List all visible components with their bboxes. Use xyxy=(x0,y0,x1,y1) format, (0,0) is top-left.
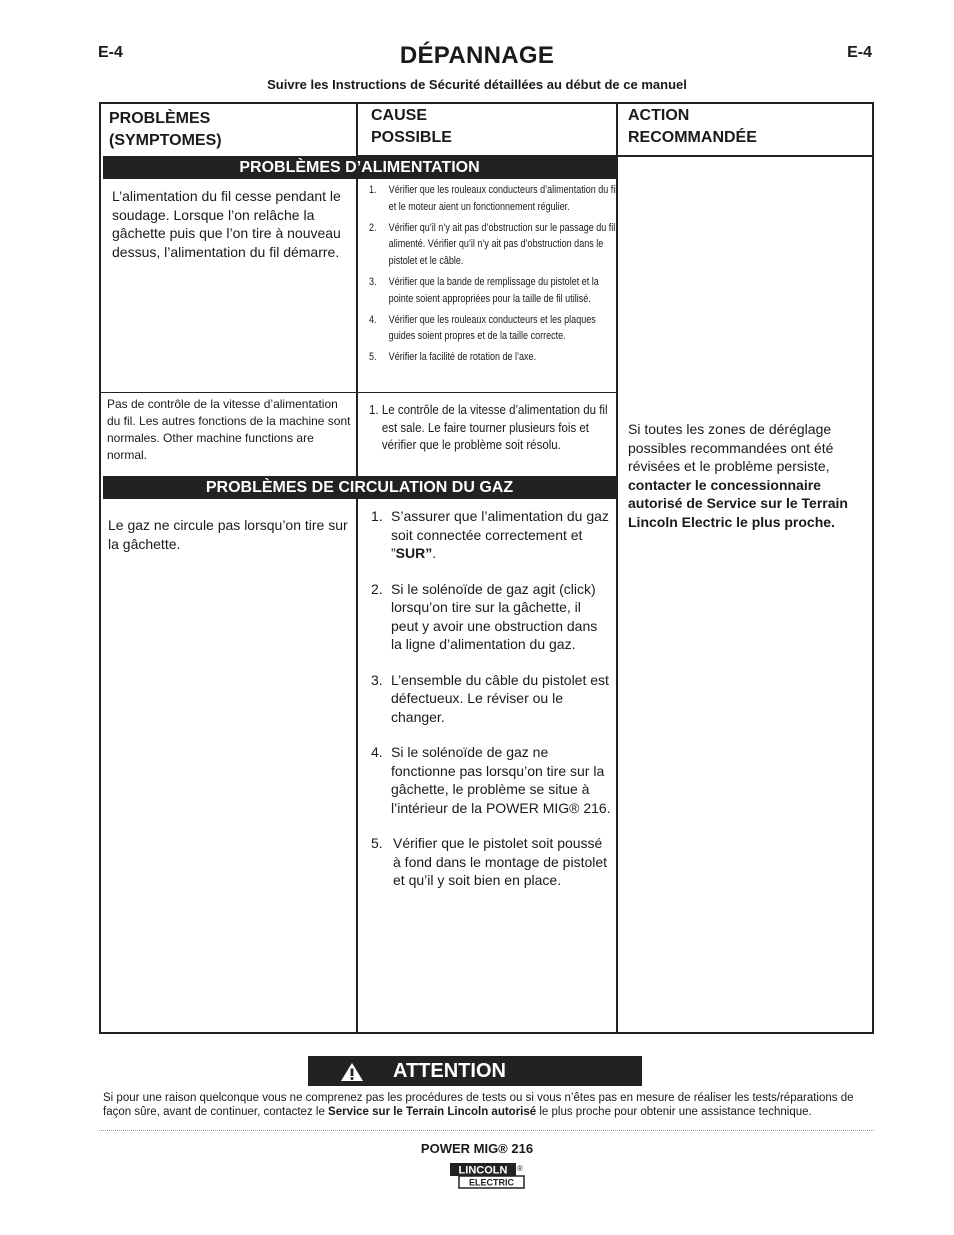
list-item: 4. Si le solénoïde de gaz ne fonctionne pas lorsqu’on tire sur la gâchette, le problème se situe à l’intérieur de la POWER MIG® 216. xyxy=(371,744,611,816)
feed-causes-2 xyxy=(369,402,613,455)
feed-causes-1 xyxy=(369,182,675,370)
column-divider-1 xyxy=(356,104,358,1032)
column-header-action: ACTION RECOMMANDÉE xyxy=(628,107,757,146)
gas-problem: Le gaz ne circule pas lorsqu’on tire sur la gâchette. xyxy=(108,517,348,552)
logo-bottom-text: ELECTRIC xyxy=(469,1177,514,1188)
gas-causes xyxy=(371,507,611,907)
section-band-gas: PROBLÈMES DE CIRCULATION DU GAZ xyxy=(103,476,616,499)
row-divider xyxy=(101,392,616,393)
page-number-left: E-4 xyxy=(98,44,123,61)
attention-banner xyxy=(308,1056,642,1086)
lincoln-electric-logo xyxy=(449,1162,527,1195)
list-item: 1. Le contrôle de la vitesse d’alimentation du fil est sale. Le faire tourner plusieurs fois et vérifier que le problème soit résolu. xyxy=(369,403,608,452)
troubleshooting-table xyxy=(99,102,874,1034)
list-item: 3. L’ensemble du câble du pistolet est défectueux. Le réviser ou le changer. xyxy=(371,671,609,725)
recommended-action: Si toutes les zones de déréglage possibles recommandées ont été révisées et le problème persiste, contacter le concessionnaire autorisé de Service sur le Terrain Lincoln Electric le plus proche. xyxy=(628,421,848,530)
list-item: 5. Vérifier que le pistolet soit poussé à fond dans le montage de pistolet et qu’il y soit bien en place. xyxy=(371,835,608,888)
column-header-problems: PROBLÈMES (SYMPTOMES) xyxy=(109,110,222,149)
section-band-feed: PROBLÈMES D’ALIMENTATION xyxy=(103,156,616,179)
list-item: 1. S’assurer que l’alimentation du gaz soit connectée correctement et ”SUR”. xyxy=(371,508,609,561)
header-underline-action xyxy=(618,155,873,157)
attention-label: ATTENTION xyxy=(393,1060,506,1082)
list-item: 1. Vérifier que les rouleaux conducteurs d’alimentation du fil et le moteur aient un fonctionnement régulier. xyxy=(369,184,618,213)
list-item: 3. Vérifier que la bande de remplissage du pistolet et la pointe soient appropriées pour la taille de fil utilisé. xyxy=(369,275,599,305)
list-item: 4. Vérifier que les rouleaux conducteurs et les plaques guides soient propres et de la taille correcte. xyxy=(369,313,596,343)
page-title: DÉPANNAGE xyxy=(399,42,555,69)
column-header-cause: CAUSE POSSIBLE xyxy=(371,107,452,146)
attention-text: Si pour une raison quelconque vous ne comprenez pas les procédures de tests ou si vous n’êtes pas en mesure de réaliser les tests/réparations de façon sûre, avant de continuer, contactez le Service sur le Terrain Lincoln autorisé le plus proche pour obtenir une assistance technique. xyxy=(103,1092,854,1118)
safety-subtitle: Suivre les Instructions de Sécurité détaillées au début de ce manuel xyxy=(267,77,687,92)
product-model: POWER MIG® 216 xyxy=(420,1141,534,1156)
footer-divider xyxy=(99,1130,874,1131)
logo-registered-mark: ® xyxy=(517,1164,523,1173)
list-item: 5. Vérifier la facilité de rotation de l’axe. xyxy=(369,351,537,364)
logo-top-text: LINCOLN xyxy=(458,1164,508,1177)
page-number-right: E-4 xyxy=(847,44,872,61)
feed-problem-1: L’alimentation du fil cesse pendant le soudage. Lorsque l’on relâche la gâchette puis que l’on tire à nouveau dessus, l’alimentation du fil démarre. xyxy=(112,188,341,260)
feed-problem-2: Pas de contrôle de la vitesse d’alimentation du fil. Les autres fonctions de la machine sont normales. Other machine functions are normal. xyxy=(107,397,351,462)
list-item: 2. Vérifier qu’il n’y ait pas d’obstruction sur le passage du fil alimenté. Vérifier qu’il n’y ait pas d’obstruction dans le pistolet et le câble. xyxy=(369,221,616,268)
warning-triangle-icon xyxy=(340,1062,364,1087)
list-item: 2. Si le solénoïde de gaz agit (click) lorsqu’on tire sur la gâchette, il peut y avoir une obstruction dans la ligne d’alimentation du gaz. xyxy=(371,580,598,652)
